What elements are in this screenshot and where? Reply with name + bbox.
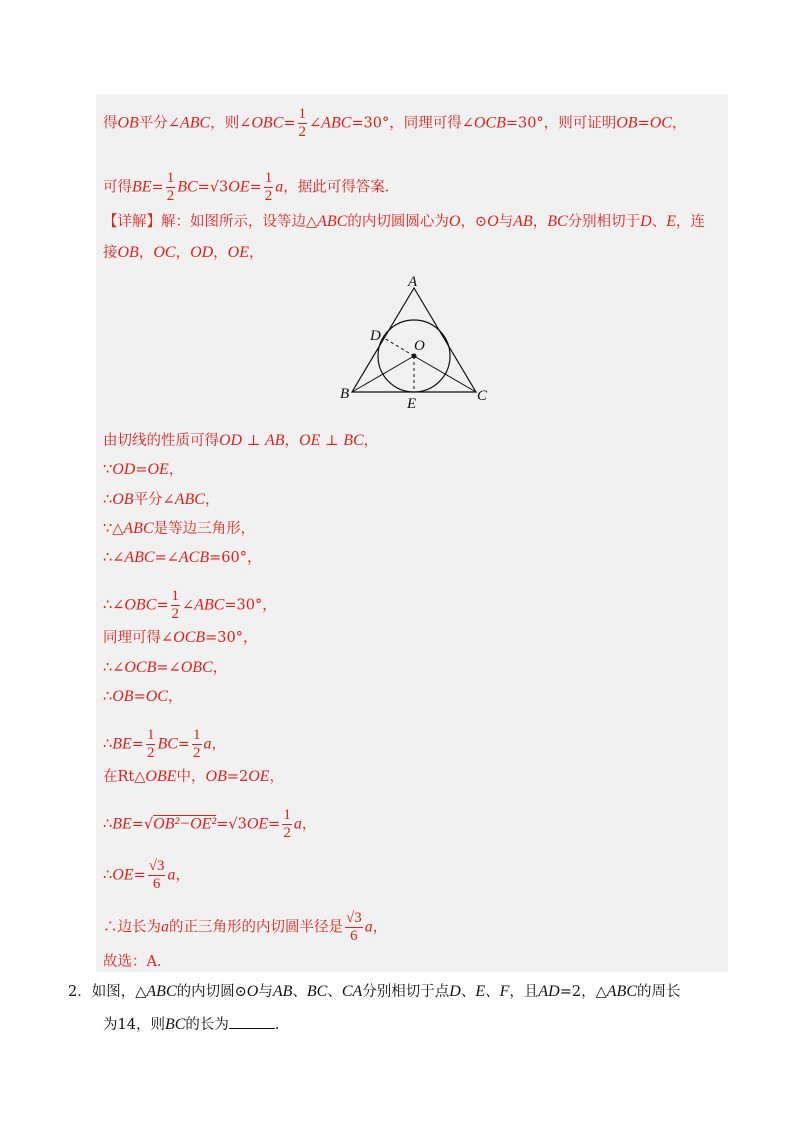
detail-line: 由切线的性质可得OD ⊥ AB，OE ⊥ BC， <box>103 432 379 449</box>
segment-od <box>384 338 414 356</box>
label-c: C <box>477 388 488 404</box>
detail-line-1: 【详解】解：如图所示，设等边△ABC的内切圆圆心为O，⊙O与AB，BC分别相切于D、E，连 <box>103 213 705 230</box>
label-e: E <box>407 396 417 408</box>
fraction: $\frac{1}{2}$ <box>193 727 201 761</box>
detail-line: 同理可得∠OCB=30°， <box>103 629 258 646</box>
fraction: $\frac{√3}{6}$ <box>346 910 362 944</box>
center-point <box>412 354 417 359</box>
fraction: $\frac{√3}{6}$ <box>148 858 165 892</box>
detail-line: ∵OD=OE， <box>103 461 184 478</box>
segment-oc <box>414 356 476 392</box>
question-2-line-1: 2．如图，△ABC的内切圆⊙O与AB、BC、CA分别相切于点D、E、F，且AD=2，△ABC的周长 <box>68 983 681 1000</box>
question-2-line-2: 为14，则BC的长为 ． <box>103 1016 290 1033</box>
label-b: B <box>340 386 350 402</box>
segment-ob <box>352 356 414 392</box>
detail-line: ∴∠OBC= $\frac{1}{2}$ ∠ABC=30°， <box>103 588 277 622</box>
detail-line: ∴边长为a的正三角形的内切圆半径是 $\frac{√3}{6}$ a， <box>103 910 388 944</box>
fraction: $\frac{1}{2}$ <box>283 807 291 841</box>
fraction: $\frac{1}{2}$ <box>298 106 307 140</box>
fraction: $\frac{1}{2}$ <box>146 727 155 761</box>
fraction: $\frac{1}{2}$ <box>166 170 175 204</box>
detail-line: ∴∠ABC=∠ACB=60°， <box>103 549 262 566</box>
detail-line: ∴∠OCB=∠OBC， <box>103 659 228 676</box>
answer-line: 故选：A． <box>103 954 172 970</box>
detail-line: 在Rt△OBE中，OB=2OE， <box>103 768 285 785</box>
hint-line-1: 得OB平分∠ABC，则∠OBC= $\frac{1}{2}$ ∠ABC=30°，同理可得∠OCB=30°，则可证明OB=OC， <box>103 106 687 140</box>
detail-line: ∴OB=OC， <box>103 688 183 705</box>
hint-line-2: 可得BE= $\frac{1}{2}$ BC=√3OE= $\frac{1}{2}$ a，据此可得答案． <box>103 170 400 204</box>
detail-line-2: 接OB，OC，OD，OE， <box>103 244 264 261</box>
label-d: D <box>370 328 381 344</box>
fraction: $\frac{1}{2}$ <box>171 588 180 622</box>
fraction: $\frac{1}{2}$ <box>264 170 273 204</box>
detail-line: ∴BE=√OB²−OE²=√3OE= $\frac{1}{2}$ a， <box>103 807 317 841</box>
answer-blank[interactable] <box>229 1014 275 1029</box>
detail-line: ∴BE= $\frac{1}{2}$ BC= $\frac{1}{2}$ a， <box>103 727 227 761</box>
detail-line: ∴OE= $\frac{√3}{6}$ a， <box>103 858 190 892</box>
label-o: O <box>414 338 425 354</box>
label-a: A <box>408 274 418 290</box>
incircle-triangle-figure <box>330 268 490 408</box>
detail-line: ∴OB平分∠ABC， <box>103 491 220 508</box>
detail-line: ∵△ABC是等边三角形， <box>103 520 256 537</box>
